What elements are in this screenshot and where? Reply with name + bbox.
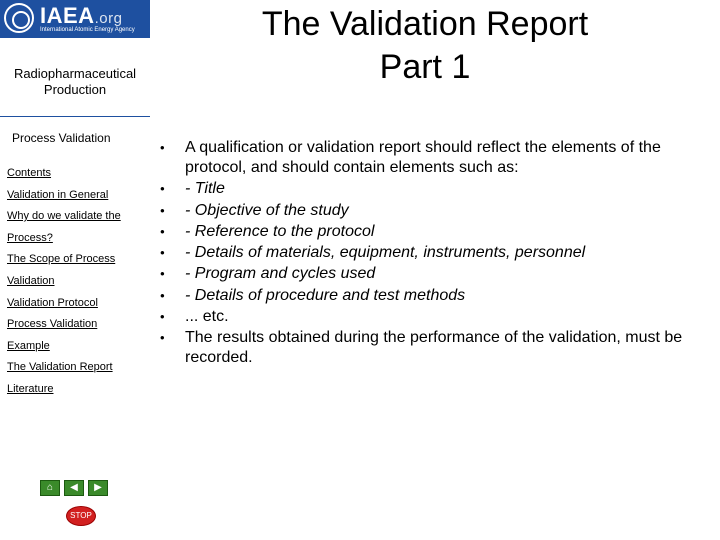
slide-title-line-1: The Validation Report	[261, 5, 589, 43]
sidebar-divider	[0, 116, 150, 117]
home-icon: ⌂	[46, 482, 54, 493]
atom-emblem-icon	[4, 3, 34, 33]
slide-title	[160, 3, 690, 89]
bullet-etc: • ... etc.	[160, 307, 700, 327]
nav-link-contents[interactable]: Contents	[7, 167, 52, 179]
bullet-results: • The results obtained during the performance of the validation, must be recorded.	[160, 328, 700, 368]
bullet-intro: • A qualification or validation report should reflect the elements of the protocol, and should contain elements such as:	[160, 138, 700, 178]
logo-name: IAEA	[40, 3, 95, 28]
nav-link-example[interactable]: Example	[7, 339, 50, 352]
bullet-procedure: • - Details of procedure and test methods	[160, 286, 700, 306]
bullet-objective: • - Objective of the study	[160, 201, 700, 221]
arrow-right-icon: ▶	[94, 482, 102, 493]
nav-link-validation-report[interactable]: The Validation Report	[7, 361, 113, 374]
arrow-left-icon: ◀	[70, 482, 78, 493]
logo-subtitle: International Atomic Energy Agency	[40, 27, 135, 33]
nav-link-why-validate-cont[interactable]: Process?	[7, 231, 53, 244]
nav-link-process-validation-example[interactable]: Process Validation	[7, 318, 98, 331]
bullet-reference: • - Reference to the protocol	[160, 222, 700, 242]
nav-link-validation-protocol[interactable]: Validation Protocol	[7, 296, 98, 309]
slide-bullets	[160, 138, 700, 370]
bullet-program: • - Program and cycles used	[160, 264, 700, 284]
previous-button[interactable]	[64, 480, 84, 496]
app-title: Radiopharmaceutical Production	[13, 66, 137, 97]
bullet-title: • - Title	[160, 179, 700, 199]
nav-link-why-validate[interactable]: Why do we validate the	[7, 210, 121, 223]
nav-link-scope[interactable]: The Scope of Process	[7, 253, 116, 266]
bullet-details-materials: • - Details of materials, equipment, instruments, personnel	[160, 243, 700, 263]
iaea-logo	[0, 0, 150, 38]
nav-link-literature[interactable]: Literature	[7, 382, 54, 395]
home-button[interactable]	[40, 480, 60, 496]
sidebar-heading: Process Validation	[12, 131, 111, 145]
sidebar-nav	[7, 166, 147, 404]
next-button[interactable]	[88, 480, 108, 496]
slide-title-line-2: Part 1	[379, 48, 471, 86]
logo-org: .org	[94, 10, 123, 27]
nav-link-validation-in-general[interactable]: Validation in General	[7, 188, 109, 201]
slide-nav-buttons	[40, 480, 108, 496]
stop-button[interactable]: STOP	[66, 506, 96, 526]
nav-link-scope-cont[interactable]: Validation	[7, 274, 55, 287]
